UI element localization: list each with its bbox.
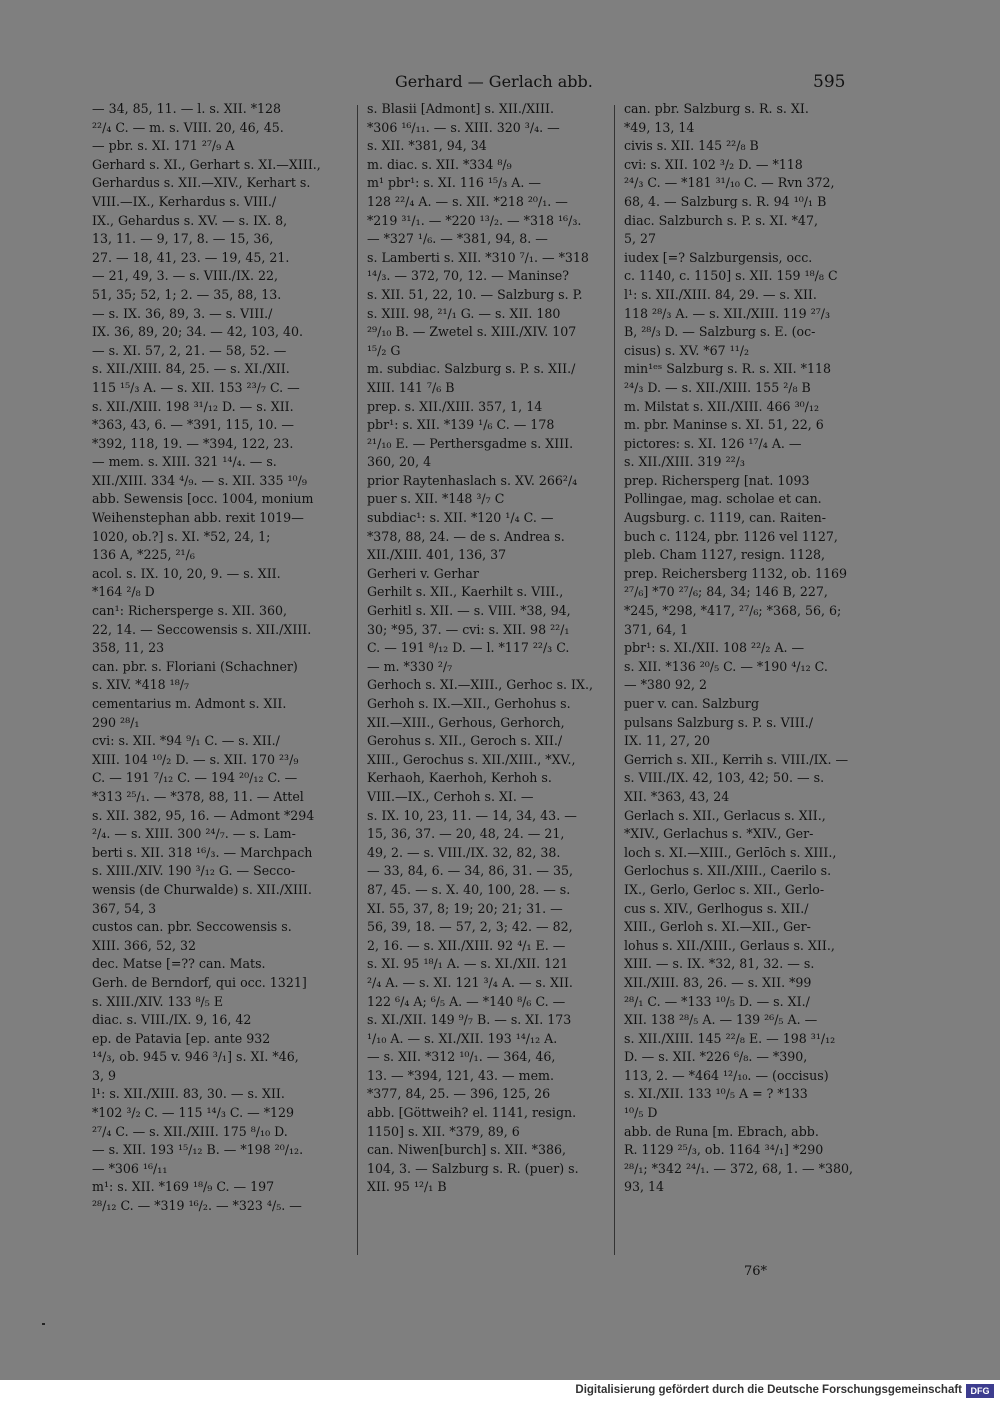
text-line: s. VIII./IX. 42, 103, 42; 50. — s.	[624, 770, 825, 786]
running-head	[0, 72, 1000, 96]
text-line: XII./XIII. 83, 26. — s. XII. *99	[624, 974, 812, 990]
text-line: ²/₄ A. — s. XI. 121 ³/₄ A. — s. XII.	[367, 974, 573, 990]
text-line: prior Raytenhaslach s. XV. 266²/₄	[367, 472, 578, 488]
text-line: pbr¹: s. XII. *139 ¹/₆ C. — 178	[367, 417, 555, 433]
text-line: — *306 ¹⁶/₁₁	[92, 1160, 168, 1176]
text-line: 22, 14. — Seccowensis s. XII./XIII.	[92, 621, 312, 637]
text-line: s. XII. 382, 95, 16. — Admont *294	[92, 807, 315, 823]
text-line: prep. Reichersberg 1132, ob. 1169	[624, 565, 848, 581]
text-line: 115 ¹⁵/₃ A. — s. XII. 153 ²³/₇ C. —	[92, 379, 300, 395]
text-line: wensis (de Churwalde) s. XII./XIII.	[92, 881, 312, 897]
page-title: Gerhard — Gerlach abb.	[395, 72, 593, 91]
text-line: ²⁸/₁ C. — *133 ¹⁰/₅ D. — s. XI./	[624, 993, 810, 1009]
text-line: 68, 4. — Salzburg s. R. 94 ¹⁰/₁ B	[624, 193, 827, 209]
text-line: *102 ³/₂ C. — 115 ¹⁴/₃ C. — *129	[92, 1105, 295, 1121]
text-line: abb. Sewensis [occ. 1004, monium	[92, 491, 314, 507]
footer-credit: Digitalisierung gefördert durch die Deutsche Forschungsgemeinschaft	[575, 1384, 962, 1396]
text-line: — 34, 85, 11. — l. s. XII. *128	[92, 101, 282, 116]
text-line: IX. 36, 89, 20; 34. — 42, 103, 40.	[92, 324, 304, 340]
text-line: buch c. 1124, pbr. 1126 vel 1127,	[624, 528, 838, 544]
text-line: XII. *363, 43, 24	[624, 788, 730, 804]
text-line: 3, 9	[92, 1067, 117, 1083]
text-line: prep. Richersperg [nat. 1093	[624, 472, 810, 488]
text-line: XIII., Gerloh s. XI.—XII., Ger-	[624, 919, 811, 935]
text-line: XII.—XIII., Gerhous, Gerhorch,	[367, 714, 565, 730]
text-line: cementarius m. Admont s. XII.	[92, 696, 287, 711]
text-line: XIII. 366, 52, 32	[92, 937, 196, 953]
text-line: — *327 ¹/₆. — *381, 94, 8. —	[367, 231, 548, 247]
text-line: loch s. XI.—XIII., Gerlōch s. XIII.,	[624, 844, 837, 860]
text-line: Gerhoh s. IX.—XII., Gerhohus s.	[367, 696, 571, 711]
scan-speck	[42, 1323, 45, 1325]
text-line: 113, 2. — *464 ¹²/₁₀. — (occisus)	[624, 1067, 829, 1083]
text-line: subdiac¹: s. XII. *120 ¹/₄ C. —	[367, 510, 554, 526]
text-line: can. pbr. Salzburg s. R. s. XI.	[624, 101, 809, 116]
text-line: *378, 88, 24. — de s. Andrea s.	[367, 528, 565, 544]
text-line: 1150] s. XII. *379, 89, 6	[367, 1123, 520, 1139]
text-line: s. XII./XIII. 84, 25. — s. XI./XII.	[92, 361, 290, 377]
text-line: cvi: s. XII. 102 ³/₂ D. — *118	[624, 156, 803, 172]
text-line: — s. XII. 193 ¹⁵/₁₂ B. — *198 ²⁰/₁₂.	[92, 1142, 304, 1158]
text-line: cvi: s. XII. *94 ⁹/₁ C. — s. XII./	[92, 733, 280, 749]
text-line: s. XIII./XIV. 133 ⁸/₅ E	[92, 993, 224, 1009]
text-line: s. XII./XIII. 145 ²²/₈ E. — 198 ³¹/₁₂	[624, 1030, 836, 1046]
text-line: XII./XIII. 401, 136, 37	[367, 547, 507, 563]
text-line: Gerheri v. Gerhar	[367, 565, 479, 581]
text-line: 360, 20, 4	[367, 454, 432, 470]
text-line: 290 ²⁸/₁	[92, 714, 140, 730]
text-line: XII./XIII. 334 ⁴/₉. — s. XII. 335 ¹⁰/₉	[92, 472, 307, 488]
text-line: m. subdiac. Salzburg s. P. s. XII./	[367, 361, 576, 377]
text-line: cisus) s. XV. *67 ¹¹/₂	[624, 342, 750, 358]
text-line: abb. [Göttweih? el. 1141, resign.	[367, 1105, 577, 1121]
text-line: min¹ᵉˢ Salzburg s. R. s. XII. *118	[624, 361, 831, 377]
text-line: s. XII. *136 ²⁰/₅ C. — *190 ⁴/₁₂ C.	[624, 658, 828, 674]
text-line: pictores: s. XI. 126 ¹⁷/₄ A. —	[624, 435, 802, 451]
text-line: iudex [=? Salzburgensis, occ.	[624, 249, 813, 265]
text-line: VIII.—IX., Kerhardus s. VIII./	[92, 193, 277, 209]
text-line: s. XIII./XIV. 190 ³/₁₂ G. — Secco-	[92, 863, 296, 879]
text-line: ²⁷/₆] *70 ²⁷/₆; 84, 34; 146 B, 227,	[624, 584, 828, 600]
text-line: cus s. XIV., Gerlhogus s. XII./	[624, 900, 809, 916]
text-line: Gerhitl s. XII. — s. VIII. *38, 94,	[367, 603, 571, 619]
text-line: 128 ²²/₄ A. — s. XII. *218 ²⁰/₁. —	[367, 193, 568, 209]
text-line: ²⁴/₃ C. — *181 ³¹/₁₀ C. — Rvn 372,	[624, 175, 835, 191]
text-line: 51, 35; 52, 1; 2. — 35, 88, 13.	[92, 286, 282, 302]
text-line: s. XIII. 98, ²¹/₁ G. — s. XII. 180	[367, 305, 561, 321]
text-line: ²⁹/₁₀ B. — Zwetel s. XIII./XIV. 107	[367, 324, 577, 340]
text-line: Gerrich s. XII., Kerrih s. VIII./IX. —	[624, 751, 849, 767]
text-line: XI. 55, 37, 8; 19; 20; 21; 31. —	[367, 900, 563, 916]
text-line: 93, 14	[624, 1179, 665, 1195]
text-line: s. XII. 51, 22, 10. — Salzburg s. P.	[367, 286, 583, 302]
text-line: m. Milstat s. XII./XIII. 466 ³⁰/₁₂	[624, 398, 820, 414]
text-line: IX. 11, 27, 20	[624, 733, 711, 749]
text-line: 371, 64, 1	[624, 621, 689, 637]
text-line: 2, 16. — s. XII./XIII. 92 ⁴/₁ E. —	[367, 937, 566, 953]
text-line: lohus s. XII./XIII., Gerlaus s. XII.,	[624, 937, 835, 953]
text-line: Gerhilt s. XII., Kaerhilt s. VIII.,	[367, 584, 564, 600]
text-line: 118 ²⁸/₃ A. — s. XII./XIII. 119 ²⁷/₃	[624, 305, 831, 321]
text-line: *XIV., Gerlachus s. *XIV., Ger-	[624, 826, 814, 842]
text-line: XIII., Gerochus s. XII./XIII., *XV.,	[367, 751, 576, 767]
text-line: IX., Gerlo, Gerloc s. XII., Gerlo-	[624, 881, 825, 897]
text-line: can. Niwen[burch] s. XII. *386,	[367, 1142, 566, 1158]
text-line: *363, 43, 6. — *391, 115, 10. —	[92, 417, 294, 433]
text-line: 30; *95, 37. — cvi: s. XII. 98 ²²/₁	[367, 621, 570, 637]
signature-mark: 76*	[744, 1264, 768, 1279]
text-line: *245, *298, *417, ²⁷/₆; *368, 56, 6;	[624, 603, 842, 619]
text-line: ¹⁴/₃, ob. 945 v. 946 ³/₁] s. XI. *46,	[92, 1049, 299, 1065]
text-line: D. — s. XII. *226 ⁶/₈. — *390,	[624, 1049, 808, 1065]
text-line: c. 1140, c. 1150] s. XII. 159 ¹⁸/₈ C	[624, 268, 838, 284]
text-line: *313 ²⁵/₁. — *378, 88, 11. — Attel	[92, 788, 304, 804]
text-line: l¹: s. XII./XIII. 84, 29. — s. XII.	[624, 286, 817, 302]
text-line: XIII. 141 ⁷/₆ B	[367, 379, 455, 395]
text-line: l¹: s. XII./XIII. 83, 30. — s. XII.	[92, 1086, 285, 1102]
text-line: 136 A, *225, ²¹/₆	[92, 547, 195, 563]
text-line: can. pbr. s. Floriani (Schachner)	[92, 658, 298, 674]
text-line: pbr¹: s. XI./XII. 108 ²²/₂ A. —	[624, 640, 805, 656]
text-line: ²⁸/₁; *342 ²⁴/₁. — 372, 68, 1. — *380,	[624, 1160, 853, 1176]
text-line: ¹⁴/₃. — 372, 70, 12. — Maninse?	[367, 268, 570, 284]
text-line: s. XII. *381, 94, 34	[367, 138, 487, 154]
text-line: ²/₄. — s. XIII. 300 ²⁴/₇. — s. Lam-	[92, 826, 296, 842]
text-line: ²⁴/₃ D. — s. XII./XIII. 155 ²/₈ B	[624, 379, 811, 395]
text-line: m¹ pbr¹: s. XI. 116 ¹⁵/₃ A. —	[367, 175, 541, 191]
text-line: XIII. — s. IX. *32, 81, 32. — s.	[624, 956, 815, 972]
column-divider	[357, 105, 358, 1255]
text-line: 122 ⁶/₄ A; ⁶/₅ A. — *140 ⁸/₆ C. —	[367, 993, 566, 1009]
digitization-footer	[0, 1380, 1000, 1403]
text-line: Pollingae, mag. scholae et can.	[624, 491, 822, 507]
text-line: 13, 11. — 9, 17, 8. — 15, 36,	[92, 231, 274, 247]
text-line: ep. de Patavia [ep. ante 932	[92, 1030, 271, 1046]
text-line: acol. s. IX. 10, 20, 9. — s. XII.	[92, 565, 281, 581]
text-line: s. XII./XIII. 198 ³¹/₁₂ D. — s. XII.	[92, 398, 294, 414]
text-line: s. XI. 95 ¹⁸/₁ A. — s. XI./XII. 121	[367, 956, 569, 972]
text-line: abb. de Runa [m. Ebrach, abb.	[624, 1123, 819, 1139]
text-line: ²¹/₁₀ E. — Perthersgadme s. XIII.	[367, 435, 574, 451]
text-line: XII. 138 ²⁸/₅ A. — 139 ²⁶/₅ A. —	[624, 1012, 818, 1028]
text-line: 27. — 18, 41, 23. — 19, 45, 21.	[92, 249, 290, 265]
text-line: 13. — *394, 121, 43. — mem.	[367, 1067, 554, 1083]
text-line: Gerhoch s. XI.—XIII., Gerhoc s. IX.,	[367, 677, 593, 693]
text-line: Gerlochus s. XII./XIII., Caerilo s.	[624, 863, 832, 879]
dfg-logo: DFG	[966, 1384, 994, 1398]
text-line: civis s. XII. 145 ²²/₈ B	[624, 138, 759, 154]
text-line: ²²/₄ C. — m. s. VIII. 20, 46, 45.	[92, 119, 284, 135]
text-line: *306 ¹⁶/₁₁. — s. XIII. 320 ³/₄. —	[367, 119, 560, 135]
text-line: pulsans Salzburg s. P. s. VIII./	[624, 714, 813, 730]
text-line: IX., Gehardus s. XV. — s. IX. 8,	[92, 212, 288, 228]
text-line: XII. 95 ¹²/₁ B	[367, 1179, 447, 1195]
text-line: Gerhardus s. XII.—XIV., Kerhart s.	[92, 175, 311, 191]
text-column-1	[92, 100, 350, 1216]
text-line: ¹/₁₀ A. — s. XI./XII. 193 ¹⁴/₁₂ A.	[367, 1030, 558, 1046]
text-line: 49, 2. — s. VIII./IX. 32, 82, 38.	[367, 844, 561, 860]
text-line: s. XI./XII. 149 ⁹/₇ B. — s. XI. 173	[367, 1012, 572, 1028]
text-line: Weihenstephan abb. rexit 1019—	[92, 510, 304, 526]
text-line: diac. s. VIII./IX. 9, 16, 42	[92, 1012, 252, 1028]
text-line: m¹: s. XII. *169 ¹⁸/₉ C. — 197	[92, 1179, 275, 1195]
text-line: can¹: Richersperge s. XII. 360,	[92, 603, 288, 619]
text-line: — s. IX. 36, 89, 3. — s. VIII./	[92, 305, 273, 321]
text-line: s. Lamberti s. XII. *310 ⁷/₁. — *318	[367, 249, 589, 265]
text-line: 367, 54, 3	[92, 900, 157, 916]
text-line: XIII. 104 ¹⁰/₂ D. — s. XII. 170 ²³/₉	[92, 751, 299, 767]
text-line: 358, 11, 23	[92, 640, 165, 656]
page-number: 595	[813, 72, 846, 92]
column-divider	[614, 105, 615, 1255]
text-line: — m. *330 ²/₇	[367, 658, 453, 674]
text-line: Gerh. de Berndorf, qui occ. 1321]	[92, 974, 307, 990]
text-line: m. pbr. Maninse s. XI. 51, 22, 6	[624, 417, 824, 433]
text-line: 15, 36, 37. — 20, 48, 24. — 21,	[367, 826, 565, 842]
text-line: s. XII./XIII. 319 ²²/₃	[624, 454, 745, 470]
text-line: — *380 92, 2	[624, 677, 707, 693]
text-column-3	[624, 100, 870, 1197]
text-line: s. XI./XII. 133 ¹⁰/₅ A = ? *133	[624, 1086, 808, 1102]
text-line: Gerhard s. XI., Gerhart s. XI.—XIII.,	[92, 156, 321, 172]
text-line: puer s. XII. *148 ³/₇ C	[367, 491, 505, 507]
text-line: 56, 39, 18. — 57, 2, 3; 42. — 82,	[367, 919, 573, 935]
text-line: Augsburg. c. 1119, can. Raiten-	[624, 510, 826, 526]
text-line: s. Blasii [Admont] s. XII./XIII.	[367, 101, 554, 116]
text-line: VIII.—IX., Cerhoh s. XI. —	[367, 788, 534, 804]
text-line: — 33, 84, 6. — 34, 86, 31. — 35,	[367, 863, 573, 879]
text-line: *219 ³¹/₁. — *220 ¹³/₂. — *318 ¹⁶/₃.	[367, 212, 582, 228]
text-line: Gerlach s. XII., Gerlacus s. XII.,	[624, 807, 826, 823]
text-line: 104, 3. — Salzburg s. R. (puer) s.	[367, 1160, 579, 1176]
text-line: *164 ²/₈ D	[92, 584, 155, 600]
text-line: dec. Matse [=?? can. Mats.	[92, 956, 266, 972]
text-line: diac. Salzburch s. P. s. XI. *47,	[624, 212, 818, 228]
text-line: pleb. Cham 1127, resign. 1128,	[624, 547, 826, 563]
text-line: puer v. can. Salzburg	[624, 696, 760, 711]
text-line: *377, 84, 25. — 396, 125, 26	[367, 1086, 551, 1102]
text-line: 1020, ob.?] s. XI. *52, 24, 1;	[92, 528, 271, 544]
text-line: B, ²⁸/₃ D. — Salzburg s. E. (oc-	[624, 324, 816, 340]
text-line: s. XIV. *418 ¹⁸/₇	[92, 677, 190, 693]
text-line: — 21, 49, 3. — s. VIII./IX. 22,	[92, 268, 278, 284]
text-line: Gerohus s. XII., Geroch s. XII./	[367, 733, 563, 749]
text-line: Kerhaoh, Kaerhoh, Kerhoh s.	[367, 770, 552, 786]
text-column-2	[367, 100, 605, 1197]
text-line: 87, 45. — s. X. 40, 100, 28. — s.	[367, 881, 571, 897]
text-line: *49, 13, 14	[624, 119, 695, 135]
text-line: ²⁷/₄ C. — s. XII./XIII. 175 ⁸/₁₀ D.	[92, 1123, 288, 1139]
text-line: — pbr. s. XI. 171 ²⁷/₉ A	[92, 138, 235, 154]
text-line: ¹⁵/₂ G	[367, 342, 401, 358]
text-line: — mem. s. XIII. 321 ¹⁴/₄. — s.	[92, 454, 277, 470]
text-line: custos can. pbr. Seccowensis s.	[92, 919, 292, 935]
text-line: C. — 191 ⁸/₁₂ D. — l. *117 ²²/₃ C.	[367, 640, 570, 656]
text-line: 5, 27	[624, 231, 657, 247]
text-line: prep. s. XII./XIII. 357, 1, 14	[367, 398, 543, 414]
text-line: berti s. XII. 318 ¹⁶/₃. — Marchpach	[92, 844, 313, 860]
text-line: R. 1129 ²⁵/₃, ob. 1164 ³⁴/₁] *290	[624, 1142, 824, 1158]
text-line: *392, 118, 19. — *394, 122, 23.	[92, 435, 294, 451]
text-line: s. IX. 10, 23, 11. — 14, 34, 43. —	[367, 807, 577, 823]
text-line: C. — 191 ⁷/₁₂ C. — 194 ²⁰/₁₂ C. —	[92, 770, 298, 786]
text-line: m. diac. s. XII. *334 ⁸/₉	[367, 156, 512, 172]
text-line: — s. XI. 57, 2, 21. — 58, 52. —	[92, 342, 287, 358]
text-line: ²⁸/₁₂ C. — *319 ¹⁶/₂. — *323 ⁴/₅. —	[92, 1198, 302, 1214]
text-line: ¹⁰/₅ D	[624, 1105, 658, 1121]
text-line: — s. XII. *312 ¹⁰/₁. — 364, 46,	[367, 1049, 556, 1065]
